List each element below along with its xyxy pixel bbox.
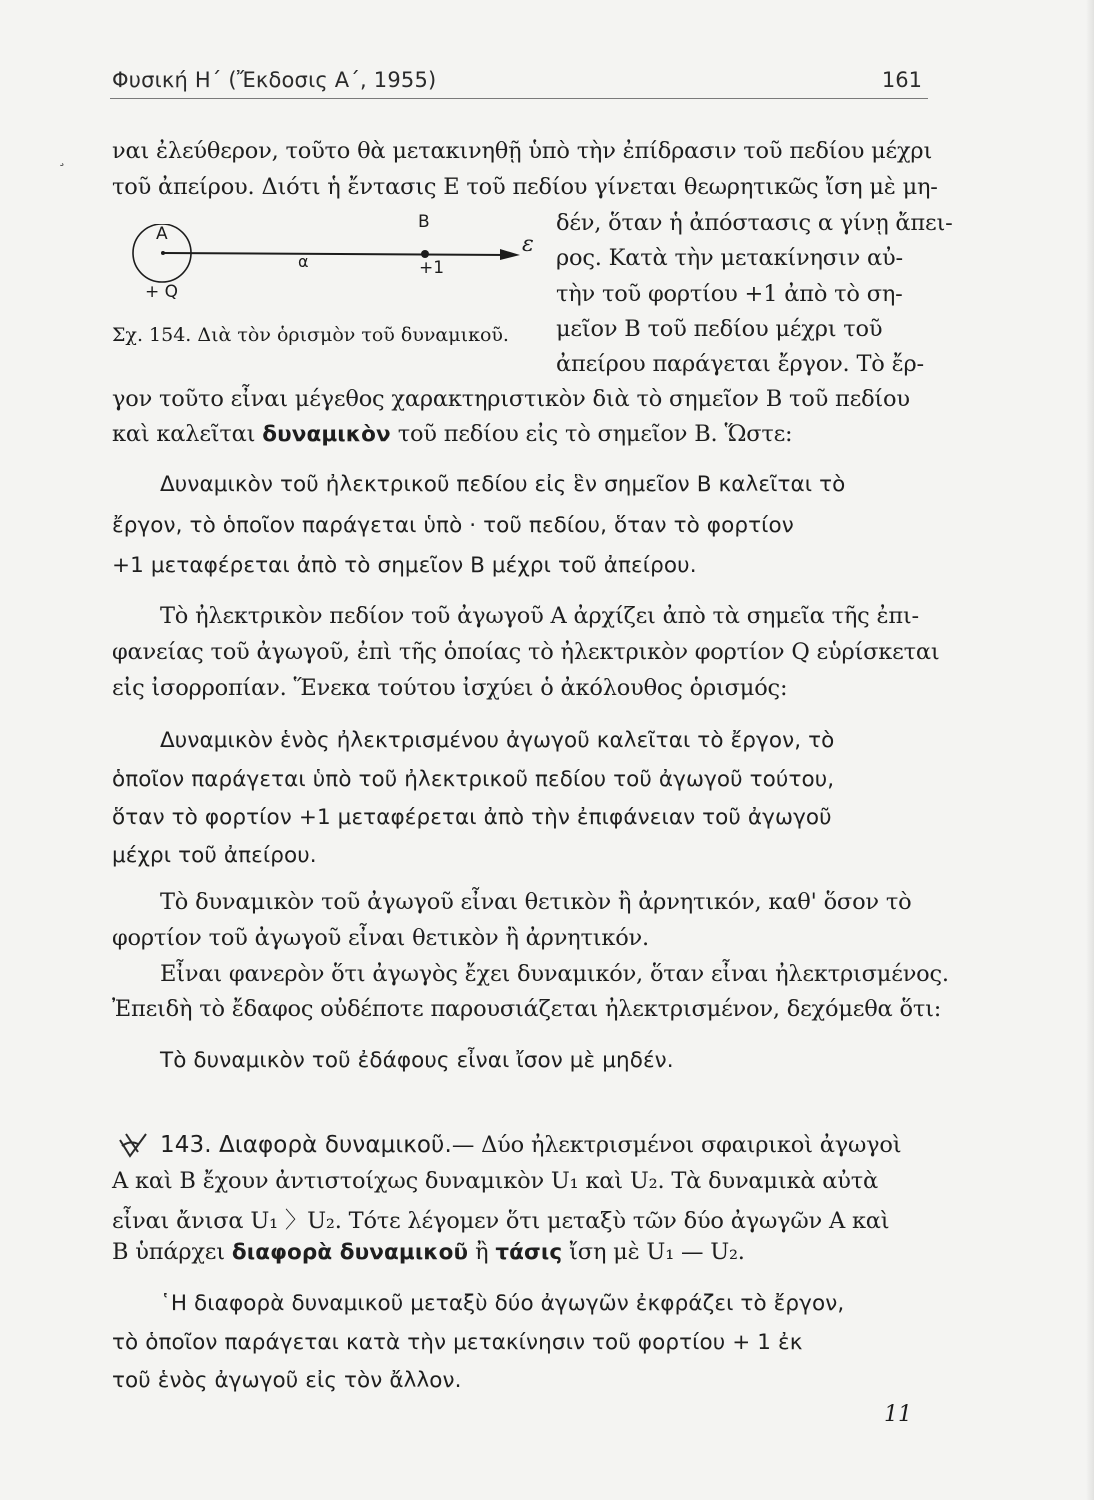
text-span: ἢ (468, 1239, 496, 1265)
section-heading: 143. Διαφορὰ δυναμικοῦ. (160, 1132, 452, 1158)
text-line: τὴν τοῦ φορτίου +1 ἀπὸ τὸ ση- (556, 281, 903, 307)
text-span: καὶ καλεῖται (112, 421, 263, 447)
text-span: Β ὑπάρχει (112, 1239, 232, 1265)
text-span: τοῦ πεδίου εἰς τὸ σημεῖον Β. Ὥστε: (390, 421, 793, 447)
margin-tick-mark: ¸ (58, 148, 66, 167)
text-line: εἶναι ἄνισα U₁ 〉U₂. Τότε λέγομεν ὅτι μεταξὺ τῶν δύο ἀγωγῶν Α καὶ (112, 1208, 890, 1234)
text-line: ρος. Κατὰ τὴν μετακίνησιν αὐ- (556, 245, 903, 271)
handwritten-check-mark-icon (116, 1130, 150, 1160)
text-line: ναι ἐλεύθερον, τοῦτο θὰ μετακινηθῇ ὑπὸ τὴν ἐπίδρασιν τοῦ πεδίου μέχρι (112, 138, 933, 164)
definition-line: +1 μεταφέρεται ἀπὸ τὸ σημεῖον Β μέχρι τοῦ ἀπείρου. (112, 553, 697, 578)
definition-line: Δυναμικὸν τοῦ ἠλεκτρικοῦ πεδίου εἰς ἓν σημεῖον Β καλεῖται τὸ (160, 472, 846, 497)
text-line: Τὸ δυναμικὸν τοῦ ἀγωγοῦ εἶναι θετικὸν ἢ ἀρνητικόν, καθ' ὅσον τὸ (160, 889, 912, 915)
text-line: τοῦ ἀπείρου. Διότι ἡ ἔντασις Ε τοῦ πεδίου γίνεται θεωρητικῶς ἴση μὲ μη- (112, 174, 938, 200)
potential-diagram-icon (120, 224, 550, 314)
text-line: φανείας τοῦ ἀγωγοῦ, ἐπὶ τῆς ὁποίας τὸ ἠλεκτρικὸν φορτίον Q εὑρίσκεται (112, 639, 940, 665)
text-line: ἀπείρου παράγεται ἔργον. Τὸ ἔρ- (556, 351, 924, 377)
text-line: φορτίον τοῦ ἀγωγοῦ εἶναι θετικὸν ἢ ἀρνητικόν. (112, 925, 649, 951)
text-line (112, 1239, 745, 1265)
definition-line: ὅταν τὸ φορτίον +1 μεταφέρεται ἀπὸ τὴν ἐπιφάνειαν τοῦ ἀγωγοῦ (112, 805, 832, 830)
text-line: Εἶναι φανερὸν ὅτι ἀγωγὸς ἔχει δυναμικόν, ὅταν εἶναι ἠλεκτρισμένος. (160, 961, 949, 987)
section-lead: — Δύο ἠλεκτρισμένοι σφαιρικοὶ ἀγωγοὶ (451, 1132, 902, 1158)
section-first-line (160, 1132, 901, 1158)
label-A: A (156, 224, 168, 244)
definition-line: Δυναμικὸν ἑνὸς ἠλεκτρισμένου ἀγωγοῦ καλεῖται τὸ ἔργον, τὸ (160, 728, 835, 753)
figure-154 (120, 212, 550, 314)
text-line: Α καὶ Β ἔχουν ἀντιστοίχως δυναμικὸν U₁ καὶ U₂. Τὰ δυναμικὰ αὐτὰ (112, 1168, 878, 1194)
label-field-E: ε (522, 232, 534, 257)
figure-caption: Σχ. 154. Διὰ τὸν ὁρισμὸν τοῦ δυναμικοῦ. (112, 324, 509, 346)
definition-line: ἔργον, τὸ ὁποῖον παράγεται ὑπὸ · τοῦ πεδίου, ὅταν τὸ φορτίον (112, 513, 794, 538)
running-title: Φυσική Η΄ (Ἔκδοσις Α΄, 1955) (112, 68, 437, 92)
label-B: B (418, 212, 430, 232)
label-distance-a: α (298, 252, 309, 271)
text-line: γον τοῦτο εἶναι μέγεθος χαρακτηριστικὸν διὰ τὸ σημεῖον Β τοῦ πεδίου (112, 386, 910, 412)
text-span: ἴση μὲ U₁ — U₂. (562, 1239, 745, 1265)
definition-line: τὸ ὁποῖον παράγεται κατὰ τὴν μετακίνησιν τοῦ φορτίου + 1 ἐκ (112, 1330, 803, 1355)
term-potential-difference: διαφορὰ δυναμικοῦ (231, 1240, 469, 1265)
definition-line: Τὸ δυναμικὸν τοῦ ἐδάφους εἶναι ἴσον μὲ μηδέν. (160, 1048, 674, 1073)
text-line: δέν, ὅταν ἡ ἀπόστασις α γίνῃ ἄπει- (556, 210, 953, 236)
definition-line: ῾Η διαφορὰ δυναμικοῦ μεταξὺ δύο ἀγωγῶν ἐκφράζει τὸ ἔργον, (160, 1291, 845, 1316)
label-charge-Q: + Q (145, 282, 179, 302)
term-voltage: τάσις (495, 1240, 563, 1265)
page-number: 161 (881, 68, 922, 92)
term-dynamikon: δυναμικὸν (262, 422, 391, 447)
text-line (112, 421, 792, 447)
label-unit-charge: +1 (419, 258, 445, 278)
header-rule (110, 98, 928, 99)
definition-line: ὁποῖον παράγεται ὑπὸ τοῦ ἠλεκτρικοῦ πεδίου τοῦ ἀγωγοῦ τούτου, (112, 767, 835, 792)
text-line: Ἐπειδὴ τὸ ἔδαφος οὐδέποτε παρουσιάζεται ἠλεκτρισμένον, δεχόμεθα ὅτι: (112, 996, 942, 1022)
text-line: μεῖον Β τοῦ πεδίου μέχρι τοῦ (556, 316, 883, 342)
definition-line: μέχρι τοῦ ἀπείρου. (112, 843, 317, 868)
definition-line: τοῦ ἑνὸς ἀγωγοῦ εἰς τὸν ἄλλον. (112, 1368, 462, 1393)
text-line: Τὸ ἠλεκτρικὸν πεδίον τοῦ ἀγωγοῦ Α ἀρχίζει ἀπὸ τὰ σημεῖα τῆς ἐπι- (160, 603, 919, 629)
text-line: εἰς ἰσορροπίαν. Ἕνεκα τούτου ἰσχύει ὁ ἀκόλουθος ὁρισμός: (112, 675, 788, 701)
page-edge (1086, 0, 1094, 1500)
signature-number: 11 (884, 1402, 912, 1427)
running-header (112, 66, 924, 100)
